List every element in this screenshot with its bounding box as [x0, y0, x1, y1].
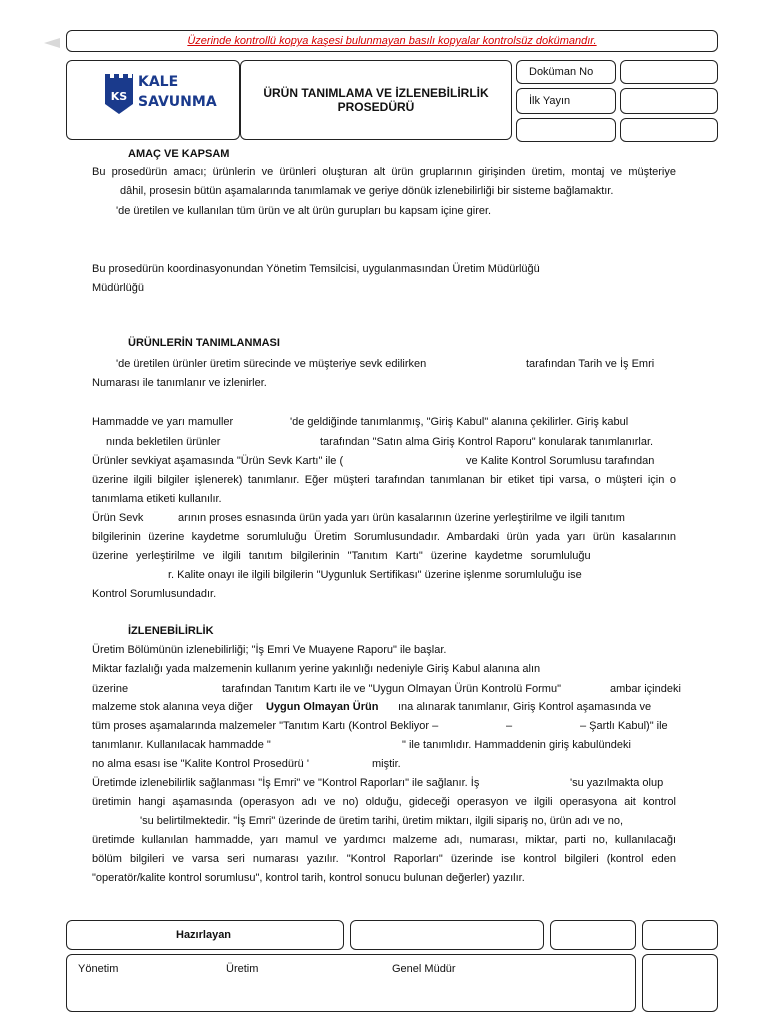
izl-line-8b: 'su yazılmakta olup — [570, 777, 664, 789]
izl-line-3b: tarafından Tanıtım Kartı ile ve "Uygun Olmayan Ürün Kontrolü Formu" — [222, 683, 561, 695]
document-title — [240, 60, 512, 140]
section-heading-amac: AMAÇ VE KAPSAM — [128, 148, 230, 160]
uncontrolled-copy-warning: Üzerinde kontrollü kopya kaşesi bulunmayan basılı kopyalar kontrolsüz dokümandır. — [66, 30, 718, 52]
title-line2: PROSEDÜRÜ — [337, 100, 415, 114]
izl-line-3a: üzerine — [92, 683, 129, 695]
koord-line-2: Müdürlüğü — [92, 282, 144, 294]
footer-genel-mudur: Genel Müdür — [392, 963, 456, 975]
izl-line-6a: tanımlanır. Kullanılacak hammadde " — [92, 739, 271, 751]
izl-line-6b: " ile tanımlıdır. Hammaddenin giriş kabulündeki — [402, 739, 631, 751]
koord-line-1: Bu prosedürün koordinasyonundan Yönetim Temsilcisi, uygulanmasından Üretim Müdürlüğü — [92, 263, 540, 275]
hammadde-line-5: tanımlama etiketi kullanılır. — [92, 493, 222, 505]
company-logo — [104, 72, 234, 122]
first-pub-label: İlk Yayın — [529, 95, 571, 107]
izl-line-4c: ına alınarak tanımlanır, Giriş Kontrol aşamasında ve — [398, 701, 652, 713]
urun-line-1b: tarafından Tarih ve İş Emri — [526, 358, 655, 370]
sevk-line-1b: arının proses esnasında ürün yada yarı ürün kasalarının üzerine yerleştirilme ve ilgili tanıtım — [178, 512, 625, 524]
hammadde-line-3b: ve Kalite Kontrol Sorumlusu tarafından — [466, 455, 655, 467]
urun-line-1a: 'de üretilen ürünler üretim sürecinde ve müşteriye sevk edilirken — [116, 358, 427, 370]
footer-signature-cell — [66, 954, 636, 1012]
amac-line-3: 'de üretilen ve kullanılan tüm ürün ve alt ürün gurupları bu kapsam içine girer. — [116, 205, 492, 217]
doc-no-value-cell — [620, 60, 718, 84]
first-pub-value-cell — [620, 88, 718, 114]
footer-uretim: Üretim — [226, 963, 259, 975]
footer-yonetim: Yönetim — [78, 963, 119, 975]
izl-line-3c: ambar içindeki — [610, 683, 681, 695]
sevk-line-2: bilgilerinin üzerine kaydetme sorumluluğu Üretim Sorumlusundadır. Ambardaki ürün yada yarı ürün kasalarının — [92, 531, 676, 543]
castle-shield-icon — [104, 72, 134, 116]
footer-cell-2 — [350, 920, 544, 950]
footer-cell-4 — [642, 920, 718, 950]
izl-line-7b: miştir. — [372, 758, 401, 770]
logo-mark: KS — [110, 90, 128, 103]
logo-line1: KALE — [138, 74, 179, 90]
hammadde-line-2b: tarafından "Satın alma Giriş Kontrol Raporu" konularak tanımlanırlar. — [320, 436, 654, 448]
arrow-marker-icon — [44, 38, 60, 48]
hammadde-line-1a: Hammadde ve yarı mamuller — [92, 416, 234, 428]
izl-line-8a: Üretimde izlenebilirlik sağlanması "İş Emri" ve "Kontrol Raporları" ile sağlanır. İş — [92, 777, 480, 789]
hammadde-line-2a: nında bekletilen ürünler — [106, 436, 221, 448]
logo-line2: SAVUNMA — [138, 94, 217, 110]
izl-line-9: üretimin hangi aşamasında (operasyon adı ve no) olduğu, gideceği operasyon ve ilgili operasyona ait kontrol — [92, 796, 676, 808]
izl-line-5c: – Şartlı Kabul)" ile — [580, 720, 668, 732]
footer-prepared-label: Hazırlayan — [176, 929, 232, 941]
amac-line-1: Bu prosedürün amacı; ürünlerin ve ürünleri oluşturan alt ürün gruplarının girişinden üretim, montaj ve müşteriye — [92, 166, 676, 178]
title-line1: ÜRÜN TANIMLAMA VE İZLENEBİLİRLİK — [263, 86, 489, 100]
hammadde-line-1b: 'de geldiğinde tanımlanmış, "Giriş Kabul" alanına çekilirler. Giriş kabul — [290, 416, 629, 428]
extra-label-cell — [516, 118, 616, 142]
sevk-line-4: r. Kalite onayı ile ilgili bilgilerin "Uygunluk Sertifikası" üzerine işlenme sorumluluğu ise — [168, 569, 582, 581]
section-heading-urun: ÜRÜNLERİN TANIMLANMASI — [128, 337, 280, 349]
section-heading-izlenebilirlik: İZLENEBİLİRLİK — [128, 625, 214, 637]
izl-line-1: Üretim Bölümünün izlenebilirliği; "İş Emri Ve Muayene Raporu" ile başlar. — [92, 644, 447, 656]
izl-line-12: bölüm bilgileri ve varsa seri numarası yazılır. "Kontrol Raporları" üzerinde ise kontrol bilgileri (kontrol eden — [92, 853, 676, 865]
izl-line-4a: malzeme stok alanına veya diğer — [92, 701, 253, 713]
sevk-line-1a: Ürün Sevk — [92, 512, 144, 524]
hammadde-line-4: üzerine ilgili bilgiler işlenerek) tanımlanır. Eğer müşteri tarafından tanımlanan bir etiket tipi varsa, o müşteri için o — [92, 474, 676, 486]
izl-line-4b: Uygun Olmayan Ürün — [266, 701, 379, 713]
izl-line-7a: no alma esası ise "Kalite Kontrol Prosedürü ' — [92, 758, 309, 770]
extra-value-cell — [620, 118, 718, 142]
sevk-line-3: üzerine yerleştirilme ve ilgili tanıtım bilgilerinin "Tanıtım Kartı" üzerine kaydetme sorumluluğu — [92, 550, 591, 562]
izl-line-5b: – — [506, 720, 513, 732]
footer-signature-side-cell — [642, 954, 718, 1012]
izl-line-2: Miktar fazlalığı yada malzemenin kullanım yerine yakınlığı nedeniyle Giriş Kabul alanına alın — [92, 663, 541, 675]
izl-line-11: üretimde kullanılan hammadde, yarı mamul ve yardımcı malzeme adı, numarası, miktar, parti no, kullanılacağı — [92, 834, 676, 846]
doc-no-label: Doküman No — [529, 66, 594, 78]
izl-line-10: 'su belirtilmektedir. "İş Emri" üzerinde de üretim tarihi, üretim miktarı, ilgili sipariş no, ürün adı ve no, — [140, 815, 624, 827]
urun-line-2: Numarası ile tanımlanır ve izlenirler. — [92, 377, 267, 389]
izl-line-5a: tüm proses aşamalarında malzemeler "Tanıtım Kartı (Kontrol Bekliyor – — [92, 720, 439, 732]
hammadde-line-3a: Ürünler sevkiyat aşamasında "Ürün Sevk Kartı" ile ( — [92, 455, 344, 467]
izl-line-13: "operatör/kalite kontrol sorumlusu", kontrol tarih, kontrol sonucu bulunan değerler) yazılır. — [92, 872, 525, 884]
amac-line-2: dâhil, prosesin bütün aşamalarında tanımlamak ve geriye dönük izlenebilirliği bir sisteme bağlamaktır. — [120, 185, 614, 197]
footer-cell-3 — [550, 920, 636, 950]
sevk-line-5: Kontrol Sorumlusundadır. — [92, 588, 217, 600]
